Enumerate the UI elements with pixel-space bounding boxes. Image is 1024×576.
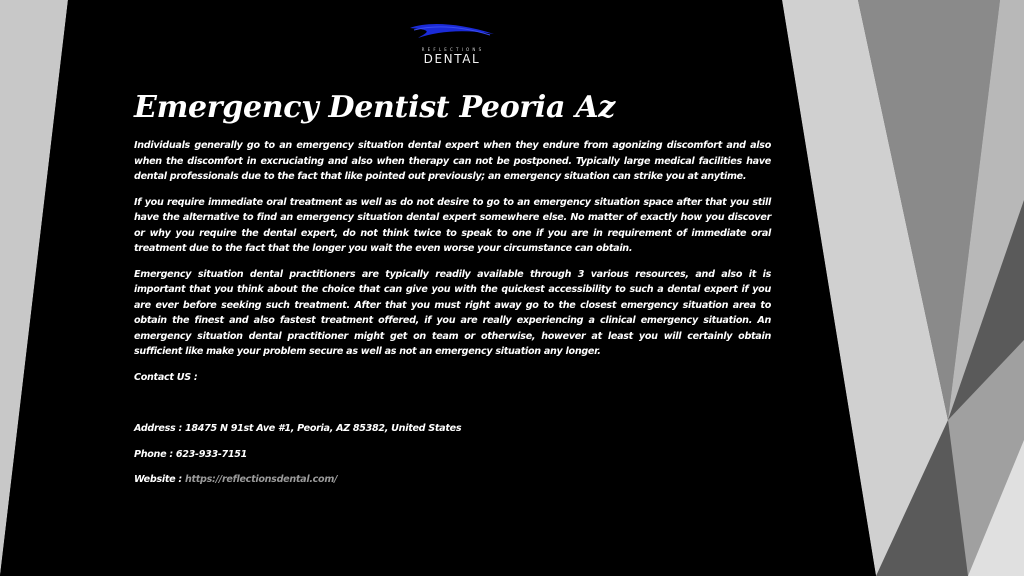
paragraph-1: Individuals generally go to an emergency situation dental expert when they endure from agonizing discomfort and also when the discomfort in excruciating and also when therapy can not be postponed. Typically large medical facilities have dental professionals due to the fact that like pointed out previously; an emergency situation can strike you at anytime. xyxy=(134,140,771,182)
page-title: Emergency Dentist Peoria Az xyxy=(134,90,616,125)
logo-subtitle: REFLECTIONS xyxy=(421,47,485,52)
website-link[interactable]: https://reflectionsdental.com/ xyxy=(184,474,338,485)
address-line: Address : 18475 N 91st Ave #1, Peoria, AZ 85382, United States xyxy=(134,423,462,434)
paragraph-2: If you require immediate oral treatment as well as do not desire to go to an emergency situation space after that you still have the alternative to find an emergency situation dental expert somewhere else. No matter of exactly how you discover or why you require the dental expert, do not think twice to speak to one if you are in requirement of immediate oral treatment due to the fact that the longer you wait the even worse your circumstance can obtain. xyxy=(134,196,771,254)
reflections-dental-logo xyxy=(404,20,500,70)
contact-heading: Contact US : xyxy=(134,371,198,383)
website-label: Website : xyxy=(134,474,185,485)
logo-brand-name: DENTAL xyxy=(423,52,481,66)
website-line xyxy=(134,472,771,488)
main-content xyxy=(134,88,771,498)
phone-line: Phone : 623-933-7151 xyxy=(134,448,248,460)
paragraph-3: Emergency situation dental practitioners are typically readily available through 3 various resources, and also it is important that you think about the choice that can give you with the quickest accessibility to such a dental expert if you are ever before seeking such treatment. After that you must right away go to the closest emergency situation area to obtain the finest and also fastest treatment offered, if you are really experiencing a clinical emergency situation. An emergency situation dental practitioner might get on team or otherwise, however at least you will certainly obtain sufficient like make your problem secure as well as not an emergency situation any longer. xyxy=(134,268,771,357)
logo-swoosh-icon xyxy=(404,20,500,50)
